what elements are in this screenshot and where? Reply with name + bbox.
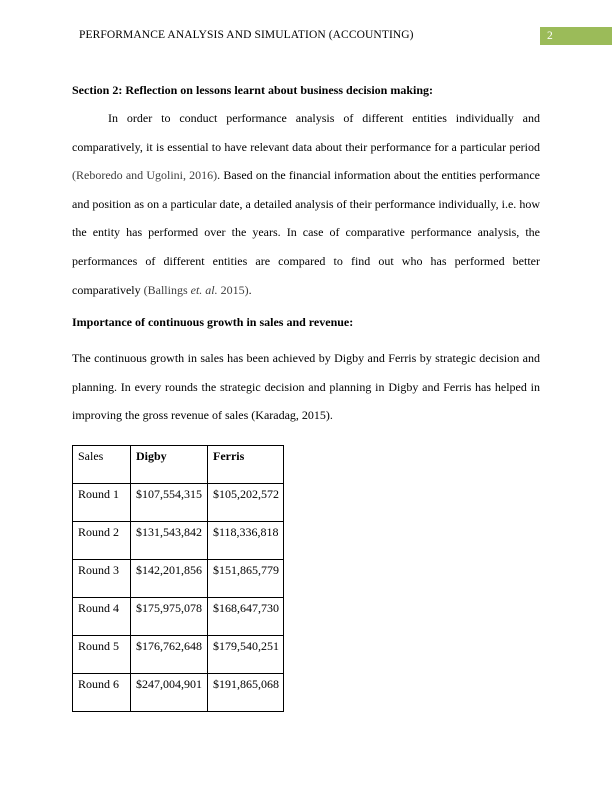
table-header-row bbox=[73, 446, 284, 484]
table-cell: Round 2 bbox=[73, 522, 131, 560]
table-row bbox=[73, 522, 284, 560]
table-cell: $118,336,818 bbox=[208, 522, 284, 560]
growth-paragraph: The continuous growth in sales has been achieved by Digby and Ferris by strategic decision and planning. In every rounds the strategic decision and planning in Digby and Ferris has helped in improving the gross revenue of sales (Karadag, 2015). bbox=[72, 351, 540, 423]
table-cell: $247,004,901 bbox=[131, 674, 208, 712]
table-cell: $179,540,251 bbox=[208, 636, 284, 674]
section-heading: Section 2: Reflection on lessons learnt about business decision making: bbox=[72, 83, 434, 97]
page-header bbox=[0, 27, 612, 45]
citation: (Reboredo and Ugolini, 2016) bbox=[72, 168, 218, 183]
table-cell: $142,201,856 bbox=[131, 560, 208, 598]
citation-author: (Ballings bbox=[143, 282, 191, 297]
header-cell-digby: Digby bbox=[131, 446, 208, 484]
table-cell: Round 6 bbox=[73, 674, 131, 712]
header-cell-sales: Sales bbox=[73, 446, 131, 484]
table-cell: Round 3 bbox=[73, 560, 131, 598]
table-cell: $176,762,648 bbox=[131, 636, 208, 674]
paragraph-text: In order to conduct performance analysis of different entities individually and comparatively, it is essential to have relevant data about their performance for a particular period bbox=[72, 111, 540, 154]
page-number: 2 bbox=[540, 27, 612, 45]
table-cell: $107,554,315 bbox=[131, 484, 208, 522]
citation-year: 2015) bbox=[217, 282, 249, 297]
header-cell-ferris: Ferris bbox=[208, 446, 284, 484]
table-row bbox=[73, 560, 284, 598]
growth-heading: Importance of continuous growth in sales and revenue: bbox=[72, 315, 354, 329]
table-cell: Round 1 bbox=[73, 484, 131, 522]
citation bbox=[144, 283, 249, 297]
reflection-paragraph bbox=[72, 104, 540, 304]
table-cell: $105,202,572 bbox=[208, 484, 284, 522]
table-cell: $151,865,779 bbox=[208, 560, 284, 598]
table-cell: Round 4 bbox=[73, 598, 131, 636]
header-title: PERFORMANCE ANALYSIS AND SIMULATION (ACCOUNTING) bbox=[79, 29, 414, 41]
table-row bbox=[73, 484, 284, 522]
table-row bbox=[73, 674, 284, 712]
table-cell: $168,647,730 bbox=[208, 598, 284, 636]
table-cell: $175,975,078 bbox=[131, 598, 208, 636]
table-row bbox=[73, 598, 284, 636]
table-cell: Round 5 bbox=[73, 636, 131, 674]
paragraph-text: . Based on the financial information about the entities performance and position as on a particular date, a detailed analysis of their performance individually, i.e. how the entity has performed over the years. In case of comparative performance analysis, the performances of different entities are compared to find out who has performed better comparatively bbox=[72, 168, 540, 297]
paragraph-end: . bbox=[248, 282, 252, 297]
sales-table bbox=[72, 445, 284, 712]
citation-etal: et. al. bbox=[190, 282, 218, 297]
table-cell: $131,543,842 bbox=[131, 522, 208, 560]
table-row bbox=[73, 636, 284, 674]
table-cell: $191,865,068 bbox=[208, 674, 284, 712]
